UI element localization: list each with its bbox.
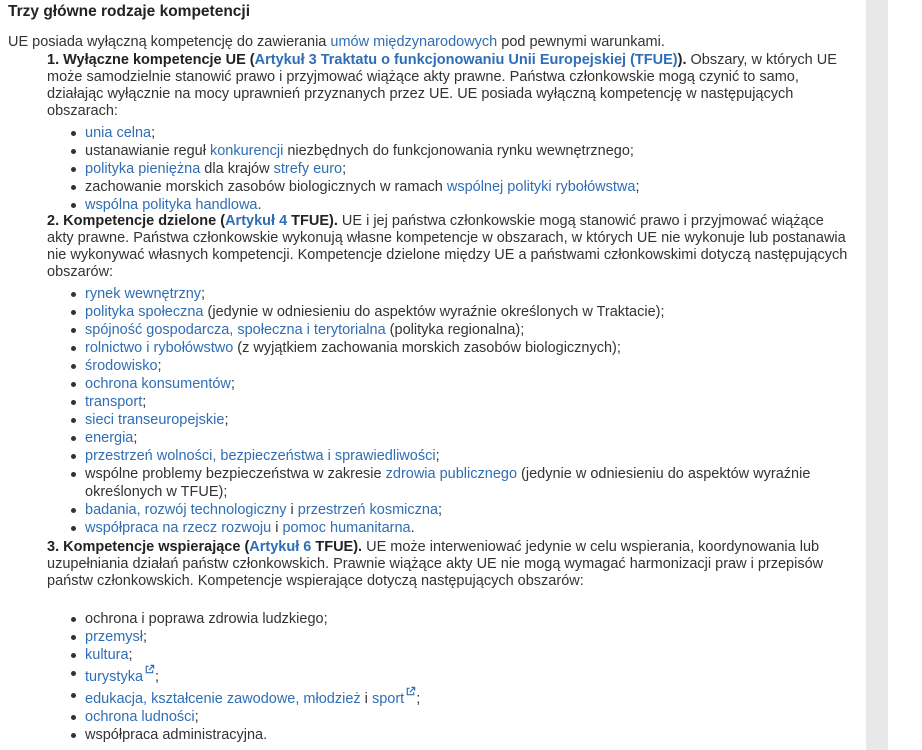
list-item <box>68 160 848 178</box>
list-item-text: . <box>410 520 415 536</box>
list-item <box>68 465 848 501</box>
list-item-text: (jedynie w odniesieniu do aspektów wyraźnie określonych w TFUE); <box>85 466 811 500</box>
external-link-icon[interactable] <box>405 686 416 697</box>
link-turystyka[interactable]: turystyka <box>85 668 144 685</box>
section-1-heading: 1. Wyłączne kompetencje UE (Artykuł 3 Traktatu o funkcjonowaniu Unii Europejskiej (TFUE)). <box>47 52 687 68</box>
link-edukacja-ksztalcenie-zawodowe-mlodziez[interactable]: edukacja, kształcenie zawodowe, młodzież <box>85 690 361 707</box>
section-1-list <box>68 124 848 214</box>
page-title: Trzy główne rodzaje kompetencji <box>8 3 251 20</box>
link-przestrzen-kosmiczna[interactable]: przestrzeń kosmiczna <box>297 502 439 518</box>
link-unia-celna[interactable]: unia celna <box>85 125 152 141</box>
section-3-heading: 3. Kompetencje wspierające (Artykuł 6 TFUE). <box>47 539 363 555</box>
intro-text: UE posiada wyłączną kompetencję do zawierania <box>8 34 331 50</box>
list-item <box>68 686 848 708</box>
list-item-text: zachowanie morskich zasobów biologicznych w ramach <box>85 179 447 195</box>
list-item <box>68 375 848 393</box>
link-kultura[interactable]: kultura <box>85 647 129 663</box>
link-energia[interactable]: energia <box>85 430 134 446</box>
link-przestrzen-wolnosci-bezpieczenstwa-i-spr[interactable]: przestrzeń wolności, bezpieczeństwa i sprawiedliwości <box>85 448 436 464</box>
link-sport[interactable]: sport <box>371 690 405 707</box>
list-item <box>68 142 848 160</box>
link-wspolpraca-na-rzecz-rozwoju[interactable]: współpraca na rzecz rozwoju <box>85 520 272 536</box>
list-item-text: wspólne problemy bezpieczeństwa w zakresie <box>85 466 386 482</box>
list-item <box>68 285 848 303</box>
list-item-text: i <box>271 520 283 536</box>
list-item-text: ; <box>435 448 440 464</box>
link-spojnosc-gospodarcza-spoleczna-i-terytor[interactable]: spójność gospodarcza, społeczna i terytorialna <box>85 322 386 338</box>
link-article-6[interactable]: Artykuł 6 <box>249 539 312 555</box>
list-item-text: dla krajów <box>200 161 274 177</box>
list-item <box>68 124 848 142</box>
intro-text-end: pod pewnymi warunkami. <box>497 34 665 50</box>
list-item-text: ; <box>142 394 147 410</box>
list-item-text: ; <box>157 358 162 374</box>
section-3-description: UE może interweniować jedynie w celu wspierania, koordynowania lub uzupełniania działań państw członkowskich. Prawnie wiążące akty UE nie mogą wymagać harmonizacji praw i przepisów państw członkowskich. Kompetencje wspierające dotyczą następujących obszarów: <box>47 539 824 589</box>
list-item <box>68 393 848 411</box>
link-transport[interactable]: transport <box>85 394 143 410</box>
list-item-text: i <box>286 502 298 518</box>
link-rynek-wewnetrzny[interactable]: rynek wewnętrzny <box>85 286 202 302</box>
link-international-agreements[interactable]: umów międzynarodowych <box>330 34 498 50</box>
list-item-text: ; <box>438 502 443 518</box>
link-badania-rozwoj-technologiczny[interactable]: badania, rozwój technologiczny <box>85 502 287 518</box>
list-item-text: ; <box>133 430 138 446</box>
list-item <box>68 708 848 726</box>
link-srodowisko[interactable]: środowisko <box>85 358 158 374</box>
list-item-text: ; <box>201 286 206 302</box>
link-rolnictwo-i-rybolowstwo[interactable]: rolnictwo i rybołówstwo <box>85 340 234 356</box>
link-pomoc-humanitarna[interactable]: pomoc humanitarna <box>282 520 411 536</box>
link-ochrona-ludnosci[interactable]: ochrona ludności <box>85 708 195 725</box>
list-item <box>68 321 848 339</box>
section-1-description: Obszary, w których UE może samodzielnie stanowić prawo i przyjmować wiążące akty prawne. Państwa członkowskie mogą czynić to samo, działając wyłącznie na mocy uprawnień przyznanych przez UE. UE posiada wyłączną kompetencję w następujących obszarach: <box>47 52 837 119</box>
list-item <box>68 411 848 429</box>
section-2-description: UE i jej państwa członkowskie mogą stanowić prawo i przyjmować wiążące akty prawne. Państwa członkowskie wykonują własne kompetencje w obszarach, w których UE nie wykonuje lub postanawia nie wykonywać własnych kompetencji. Kompetencje dzielone między UE a państwami członkowskimi dotyczą następujących obszarów: <box>47 213 848 280</box>
list-item <box>68 501 848 519</box>
list-item-text: ; <box>194 708 199 725</box>
page-margin <box>888 0 922 750</box>
list-item-text: (polityka regionalna); <box>385 322 525 338</box>
link-konkurencji[interactable]: konkurencji <box>209 143 284 159</box>
list-item <box>68 357 848 375</box>
external-link-icon[interactable] <box>144 664 155 675</box>
list-item <box>68 339 848 357</box>
list-item-text: ; <box>151 125 156 141</box>
link-wspolnej-polityki-rybolowstwa[interactable]: wspólnej polityki rybołówstwa <box>446 179 636 195</box>
scrollbar-track[interactable] <box>866 0 888 750</box>
link-article-3[interactable]: Artykuł 3 Traktatu o funkcjonowaniu Unii Europejskiej (TFUE) <box>254 52 678 68</box>
list-item-text: ; <box>143 629 148 645</box>
list-item-text: ; <box>155 668 160 685</box>
list-item <box>68 429 848 447</box>
list-item <box>68 196 848 214</box>
list-item-text: niezbędnych do funkcjonowania rynku wewnętrznego; <box>283 143 634 159</box>
section-3-list <box>68 610 848 744</box>
list-item-text: ; <box>230 376 235 392</box>
list-item-text: (z wyjątkiem zachowania morskich zasobów biologicznych); <box>233 340 621 356</box>
list-item-text: (jedynie w odniesieniu do aspektów wyraźnie określonych w Traktacie); <box>203 304 665 320</box>
list-item <box>68 646 848 664</box>
section-1-paragraph <box>47 52 852 120</box>
section-2-paragraph <box>47 213 852 281</box>
list-item-text: ; <box>342 161 347 177</box>
link-przemysl[interactable]: przemysł <box>85 629 144 645</box>
link-polityka-pieniezna[interactable]: polityka pieniężna <box>85 161 201 177</box>
list-item-text: i <box>360 690 372 707</box>
link-article-4[interactable]: Artykuł 4 <box>225 213 288 229</box>
section-2-heading: 2. Kompetencje dzielone (Artykuł 4 TFUE). <box>47 213 338 229</box>
list-item <box>68 303 848 321</box>
list-item <box>68 628 848 646</box>
list-item-text: ustanawianie reguł <box>85 143 210 159</box>
list-item-text: ; <box>128 647 133 663</box>
list-item-text: współpraca administracyjna. <box>85 726 268 743</box>
link-ochrona-konsumentow[interactable]: ochrona konsumentów <box>85 376 231 392</box>
link-polityka-spoleczna[interactable]: polityka społeczna <box>85 304 204 320</box>
list-item <box>68 664 848 686</box>
intro-paragraph <box>8 34 665 51</box>
list-item <box>68 178 848 196</box>
section-3-paragraph <box>47 539 852 590</box>
link-strefy-euro[interactable]: strefy euro <box>273 161 343 177</box>
list-item-text: ; <box>224 412 229 428</box>
section-2-list <box>68 285 848 537</box>
link-sieci-transeuropejskie[interactable]: sieci transeuropejskie <box>85 412 225 428</box>
list-item-text: ochrona i poprawa zdrowia ludzkiego; <box>85 611 328 627</box>
link-wspolna-polityka-handlowa[interactable]: wspólna polityka handlowa <box>85 197 258 213</box>
list-item-text: ; <box>635 179 640 195</box>
list-item-text: . <box>257 197 262 213</box>
list-item <box>68 519 848 537</box>
list-item <box>68 610 848 628</box>
list-item <box>68 447 848 465</box>
list-item-text: ; <box>416 690 421 707</box>
link-zdrowia-publicznego[interactable]: zdrowia publicznego <box>385 466 518 482</box>
list-item <box>68 726 848 744</box>
